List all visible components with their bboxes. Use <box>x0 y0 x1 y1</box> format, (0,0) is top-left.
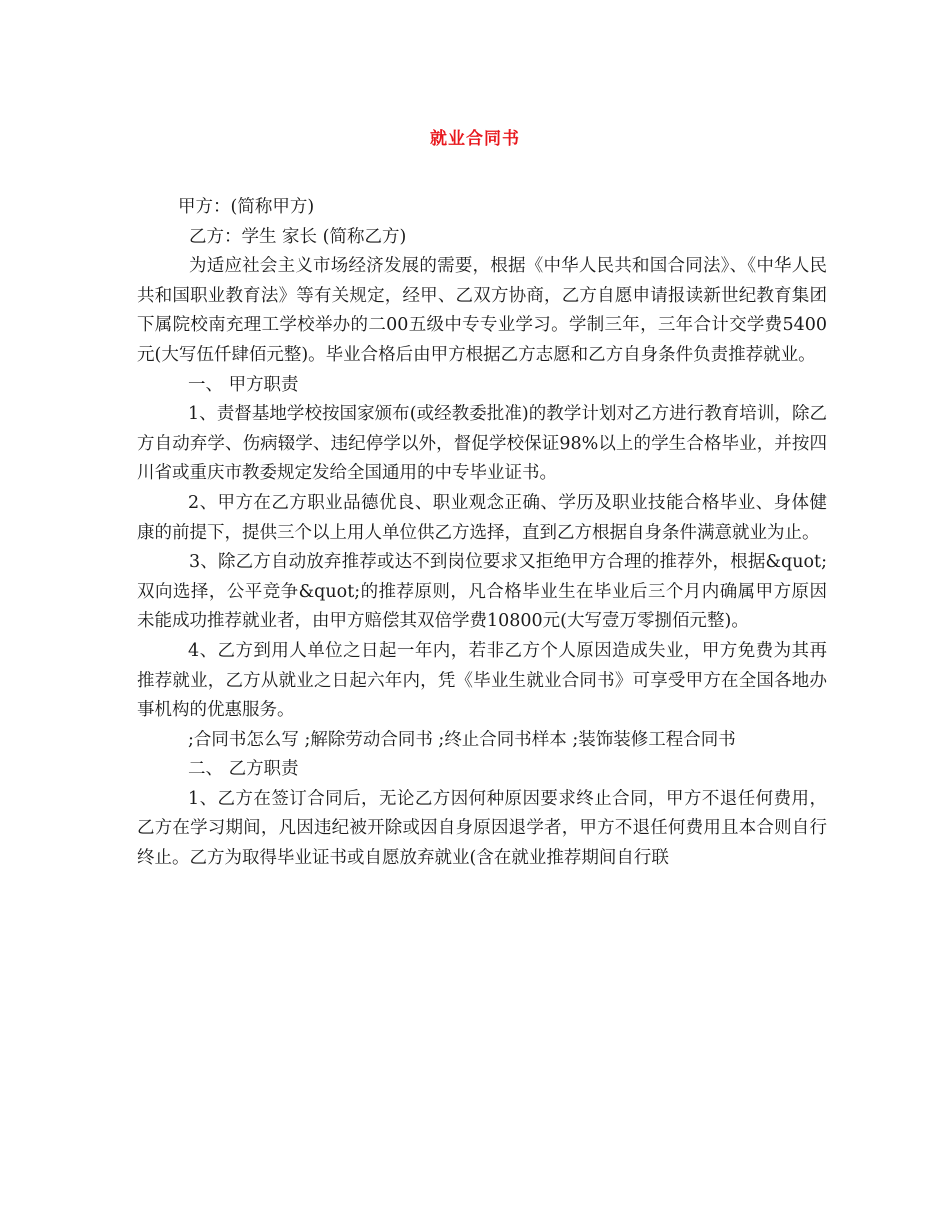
clause-a4: 4、乙方到用人单位之日起一年内，若非乙方个人原因造成失业，甲方免费为其再推荐就业，乙方从就业之日起六年内，凭《毕业生就业合同书》可享受甲方在全国各地办事机构的优惠服务。 <box>137 640 827 721</box>
clause-b1: 1、乙方在签订合同后，无论乙方因何种原因要求终止合同，甲方不退任何费用，乙方在学习期间，凡因违纪被开除或因自身原因退学者，甲方不退任何费用且本合则自行终止。乙方为取得毕业证书或自愿放弃就业(含在就业推荐期间自行联 <box>137 788 827 869</box>
clause-a2: 2、甲方在乙方职业品德优良、职业观念正确、学历及职业技能合格毕业、身体健康的前提下，提供三个以上用人单位供乙方选择，直到乙方根据自身条件满意就业为止。 <box>137 492 827 543</box>
related-links-line: ;合同书怎么写 ;解除劳动合同书 ;终止合同书样本 ;装饰装修工程合同书 <box>188 729 736 750</box>
document-title: 就业合同书 <box>430 129 520 149</box>
clause-a1: 1、责督基地学校按国家颁布(或经教委批准)的教学计划对乙方进行教育培训，除乙方自动弃学、伤病辍学、违纪停学以外，督促学校保证98%以上的学生合格毕业，并按四川省或重庆市教委规定发给全国通用的中专毕业证书。 <box>137 404 827 484</box>
party-b-line: 乙方：学生 家长 (简称乙方) <box>189 226 407 247</box>
section-heading-party-b: 二、 乙方职责 <box>188 759 299 780</box>
preamble-paragraph: 为适应社会主义市场经济发展的需要，根据《中华人民共和国合同法》、《中华人民共和国职业教育法》等有关规定，经甲、乙双方协商，乙方自愿申请报读新世纪教育集团下属院校南充理工学校举办的二00五级中专专业学习。学制三年，三年合计交学费5400元(大写伍仟肆佰元整)。毕业合格后由甲方根据乙方志愿和乙方自身条件负责推荐就业。 <box>137 256 827 365</box>
section-heading-party-a: 一、 甲方职责 <box>188 374 299 395</box>
clause-a3: 3、除乙方自动放弃推荐或达不到岗位要求又拒绝甲方合理的推荐外，根据&quot;双向选择，公平竞争&quot;的推荐原则，凡合格毕业生在毕业后三个月内确属甲方原因未能成功推荐就业者，由甲方赔偿其双倍学费10800元(大写壹万零捌佰元整)。 <box>137 552 827 632</box>
document-body <box>137 193 827 874</box>
party-a-line: 甲方：(简称甲方) <box>178 197 315 217</box>
